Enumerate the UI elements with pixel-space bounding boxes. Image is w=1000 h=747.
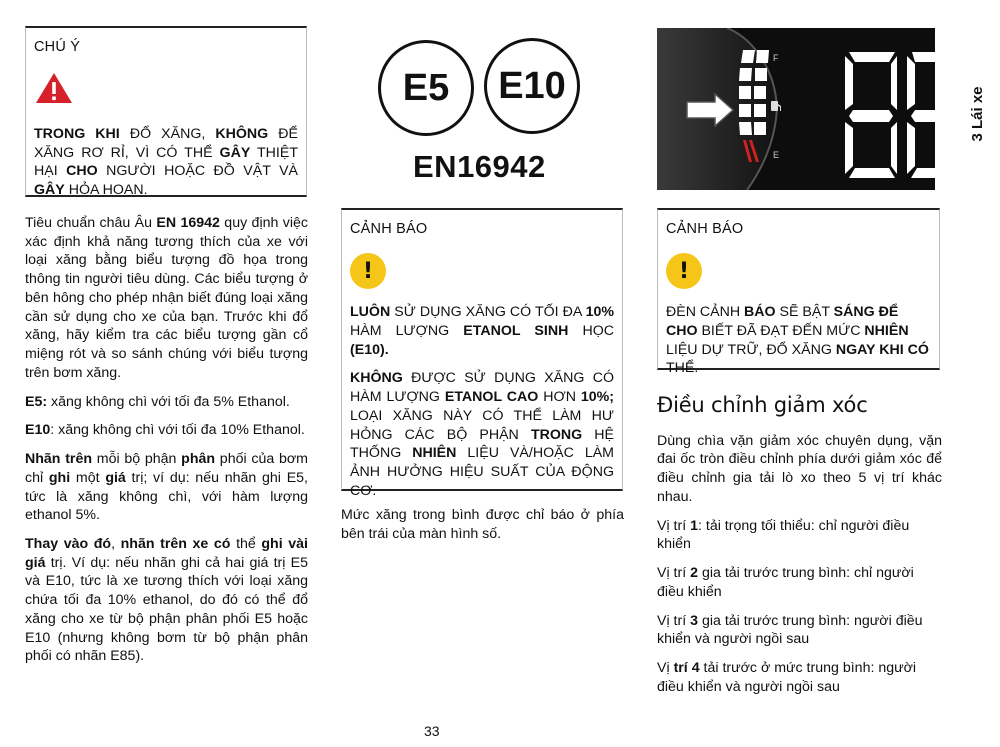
left-column <box>25 214 308 676</box>
fuel-badge-e5: E5 <box>378 40 474 136</box>
caution-title: CHÚ Ý <box>34 39 81 55</box>
middle-caption: Mức xăng trong bình được chỉ báo ở phía bên trái của màn hình số. <box>341 507 624 542</box>
warning-box-right <box>657 208 940 377</box>
warning-text: KHÔNG ĐƯỢC SỬ DỤNG XĂNG CÓ HÀM LƯỢNG ETANOL CAO HƠN 10%; LOẠI XĂNG NÀY CÓ THỂ LÀM HƯ HỎNG CÁC BỘ PHẬN TRONG HỆ THỐNG NHIÊN LIỆU VÀ/HOẶC LÀM ẢNH HƯỞNG HIỆU SUẤT CỦA ĐỘNG CƠ. <box>350 370 615 499</box>
fuel-standard-label: EN16942 <box>413 149 546 184</box>
paragraph: Dùng chìa vặn giảm xóc chuyên dụng, vặn đai ốc tròn điều chỉnh phía dưới giảm xóc để điều chỉnh gia tải lò xo theo 5 vị trí khác nhau. <box>657 432 942 505</box>
caution-text: TRONG KHI ĐỔ XĂNG, KHÔNG ĐỂ XĂNG RƠ RỈ, VÌ CÓ THỂ GÂY THIỆT HẠI CHO NGƯỜI HOẶC ĐỒ VẬT VÀ GÂY HỎA HOẠN. <box>34 125 299 199</box>
paragraph: Nhãn trên mỗi bộ phận phân phối của bơm chỉ ghi một giá trị; ví dụ: nếu nhãn ghi E5, tức là xăng không chì, với hàm lượng ethanol 5%. <box>25 451 308 524</box>
fuel-badge-e10: E10 <box>484 38 580 134</box>
chapter-side-tab: 3 Lái xe <box>969 86 987 142</box>
digital-readout <box>845 52 935 178</box>
paragraph: Tiêu chuẩn châu Âu EN 16942 quy định việc xác định khả năng tương thích của xe với loại xăng bằng biểu tượng đồ họa trong thông tin người tiêu dùng. Các biểu tượng ở bên hông cho phép nhận biết đúng loại xăng cần sử dụng cho xe của bạn. Trước khi đổ xăng, hãy kiểm tra các biểu tượng gần cổ miệng rót và so sánh chúng với biểu tượng trên bơm xăng. <box>25 215 308 381</box>
warning-title: CẢNH BÁO <box>666 221 744 237</box>
dashboard-fuel-gauge-image <box>657 28 935 190</box>
section-heading: Điều chỉnh giảm xóc <box>657 393 868 417</box>
paragraph: Vị trí 1: tải trọng tối thiểu: chỉ người điều khiển <box>657 517 910 553</box>
warning-triangle-icon <box>34 71 74 105</box>
paragraph: E10: xăng không chì với tối đa 10% Ethanol. <box>25 422 305 439</box>
page-number: 33 <box>424 723 440 739</box>
paragraph: Vị trí 3 gia tải trước trung bình: người điều khiển và người ngồi sau <box>657 612 923 648</box>
exclamation-circle-icon: ! <box>666 253 702 289</box>
paragraph: E5: xăng không chì với tối đa 5% Ethanol. <box>25 393 290 410</box>
paragraph: Thay vào đó, nhãn trên xe có thể ghi vài giá trị. Ví dụ: nếu nhãn ghi cả hai giá trị E5 và E10, tức là xe tương thích với loại xăng chứa tối đa 10% ethanol, do đó có thể đổ xăng cho xe từ bộ phận phân phối E5 hoặc E10 (nhưng không bơm từ bộ phận phân phối có nhãn E85). <box>25 536 308 665</box>
warning-text: LUÔN SỬ DỤNG XĂNG CÓ TỐI ĐA 10% HÀM LƯỢNG ETANOL SINH HỌC (E10). <box>350 304 614 358</box>
gauge-empty-label: E <box>773 150 780 160</box>
warning-box-middle <box>341 208 623 499</box>
caution-box <box>25 26 307 197</box>
fuel-pump-icon <box>771 101 781 111</box>
exclamation-circle-icon: ! <box>350 253 386 289</box>
paragraph: Vị trí 4 tải trước ở mức trung bình: người điều khiển và người ngồi sau <box>657 660 917 695</box>
warning-title: CẢNH BÁO <box>350 221 428 237</box>
suspension-section <box>657 392 942 707</box>
gauge-full-label: F <box>773 53 779 63</box>
warning-text: ĐÈN CẢNH BÁO SẼ BẬT SÁNG ĐỂ CHO BIẾT ĐÃ ĐẠT ĐẾN MỨC NHIÊN LIỆU DỰ TRỮ, ĐỔ XĂNG NGAY KHI CÓ THỂ. <box>666 304 929 377</box>
paragraph: Vị trí 2 gia tải trước trung bình: chỉ người điều khiển <box>657 565 914 600</box>
